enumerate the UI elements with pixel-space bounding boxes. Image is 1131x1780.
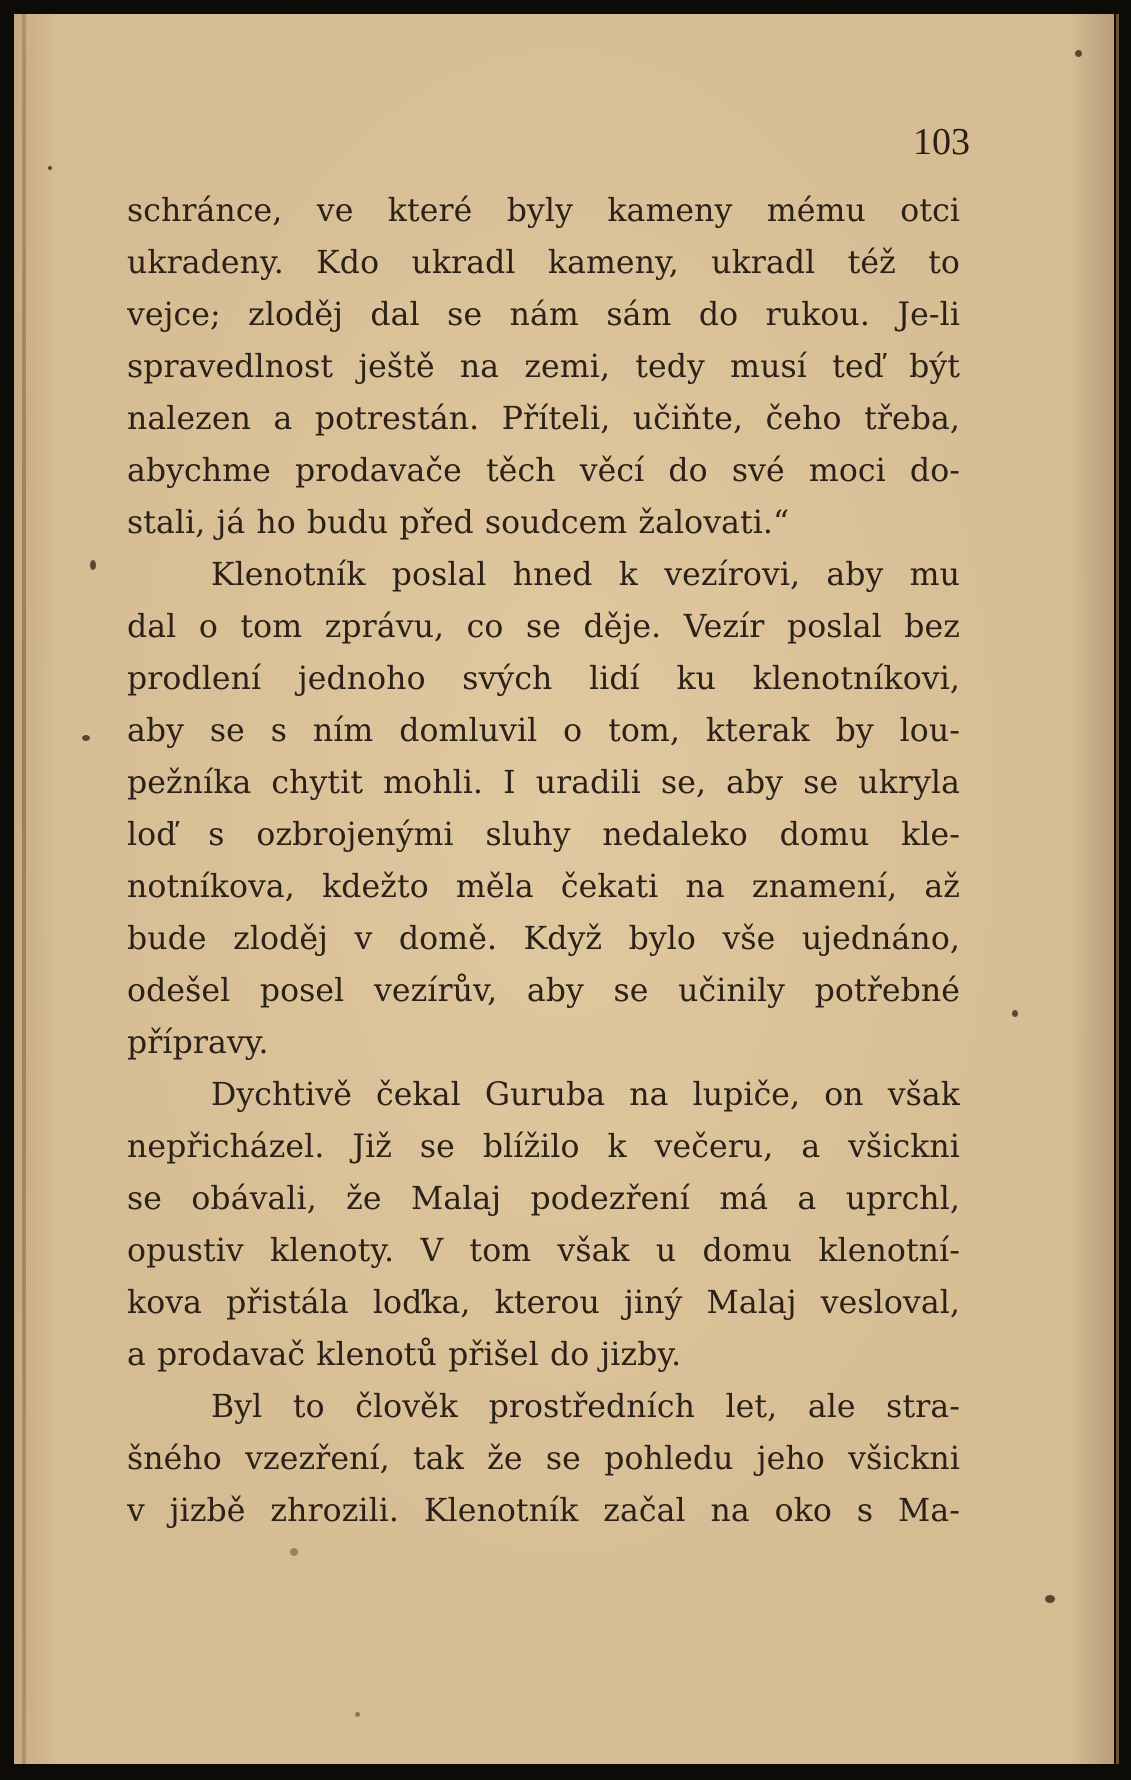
text-line: schránce, ve které byly kameny mému otci (127, 193, 960, 229)
text-line: odešel posel vezírův, aby se učinily potřebné (127, 973, 960, 1009)
ink-speck (48, 166, 52, 170)
text-line: pežníka chytit mohli. I uradili se, aby se ukryla (127, 765, 960, 801)
text-line: notníkova, kdežto měla čekati na znamení, až (127, 869, 960, 905)
ink-speck (1075, 50, 1082, 57)
text-line: přípravy. (127, 1025, 269, 1061)
paragraph-start-line: Klenotník poslal hned k vezírovi, aby mu (211, 557, 960, 593)
text-line: a prodavač klenotů přišel do jizby. (127, 1337, 682, 1373)
ink-speck (1012, 1010, 1018, 1017)
paragraph-start-line: Dychtivě čekal Guruba na lupiče, on však (211, 1077, 960, 1113)
page-edge (1116, 14, 1119, 1764)
ink-speck (1045, 1595, 1055, 1603)
text-line: ukradeny. Kdo ukradl kameny, ukradl též to (127, 245, 960, 281)
page-number: 103 (913, 121, 970, 163)
text-line: abychme prodavače těch věcí do své moci do- (127, 453, 960, 489)
text-line: dal o tom zprávu, co se děje. Vezír poslal bez (127, 609, 960, 645)
paragraph-start-line: Byl to člověk prostředních let, ale stra- (211, 1389, 960, 1425)
text-line: prodlení jednoho svých lidí ku klenotníkovi, (127, 661, 960, 697)
text-line: nepřicházel. Již se blížilo k večeru, a všickni (127, 1129, 960, 1165)
binding-gutter (22, 14, 26, 1764)
text-line: bude zloděj v domě. Když bylo vše ujednáno, (127, 921, 960, 957)
text-line: šného vzezření, tak že se pohledu jeho všickni (127, 1441, 960, 1477)
text-line: v jizbě zhrozili. Klenotník začal na oko s Ma- (127, 1493, 960, 1529)
text-line: aby se s ním domluvil o tom, kterak by lou- (127, 713, 960, 749)
text-line: se obávali, že Malaj podezření má a uprchl, (127, 1181, 960, 1217)
text-line: loď s ozbrojenými sluhy nedaleko domu kle- (127, 817, 960, 853)
text-line: spravedlnost ještě na zemi, tedy musí teď být (127, 349, 960, 385)
body-text (127, 185, 960, 1537)
text-line: kova přistála loďka, kterou jiný Malaj vesloval, (127, 1285, 960, 1321)
ink-speck (90, 560, 96, 570)
text-line: nalezen a potrestán. Příteli, učiňte, čeho třeba, (127, 401, 960, 437)
ink-speck (290, 1548, 298, 1556)
text-line: vejce; zloděj dal se nám sám do rukou. Je-li (127, 297, 960, 333)
text-line: opustiv klenoty. V tom však u domu klenotní- (127, 1233, 960, 1269)
text-line: stali, já ho budu před soudcem žalovati.“ (127, 505, 790, 541)
ink-speck (82, 735, 90, 741)
ink-speck (355, 1712, 360, 1717)
